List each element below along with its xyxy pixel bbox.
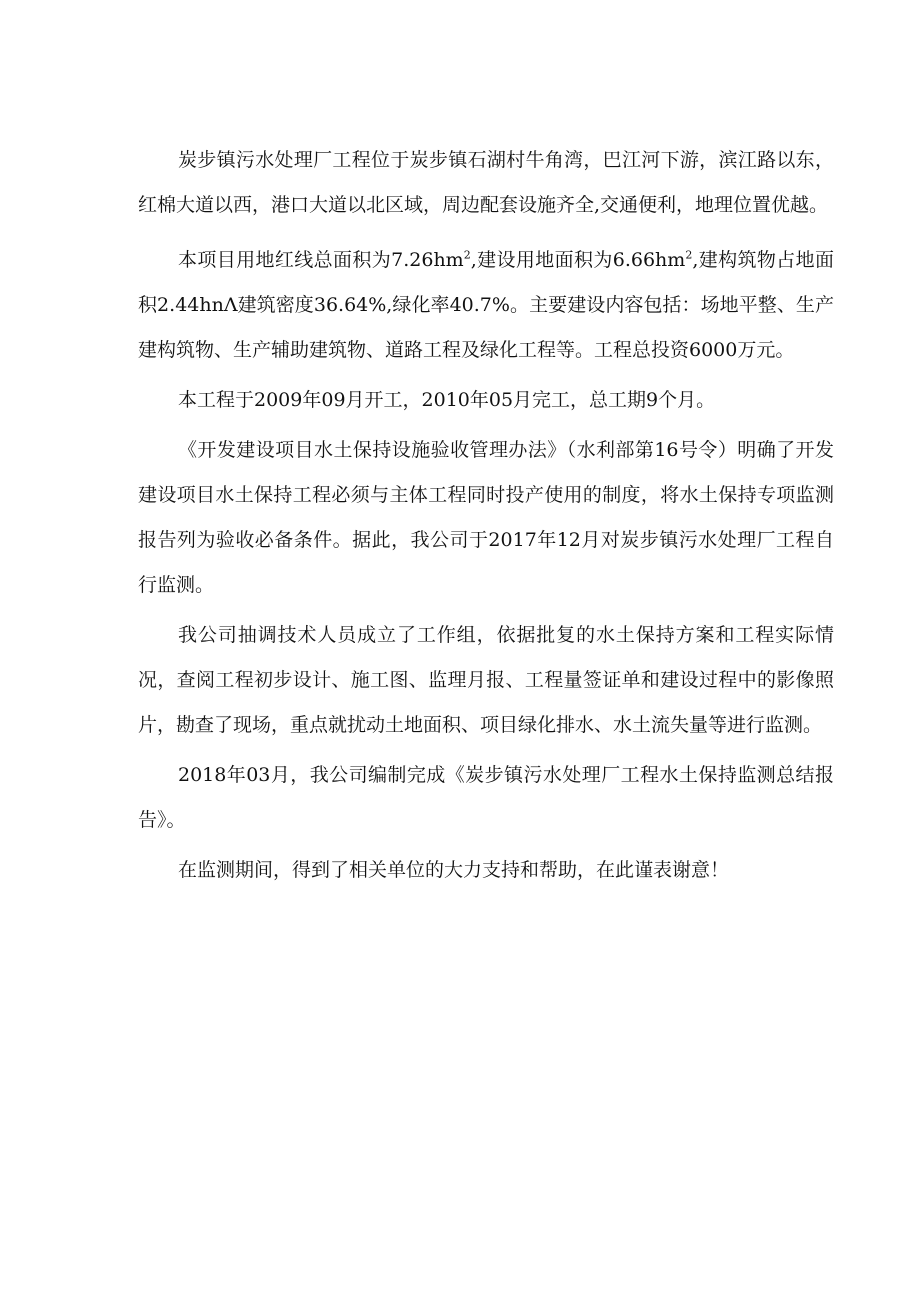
paragraph-report: 2018年03月，我公司编制完成《炭步镇污水处理厂工程水土保持监测总结报告》。	[138, 764, 834, 831]
area-sup-2: 2	[685, 248, 693, 262]
paragraph-regulation: 《开发建设项目水土保持设施验收管理办法》（水利部第16号令）明确了开发建设项目水土保持工程必须与主体工程同时投产使用的制度，将水土保持专项监测报告列为验收必备条件。据此，我公司于2017年12月对炭步镇污水处理厂工程自行监测。	[138, 439, 834, 596]
area-text-3: ,建构筑物占地面积2.44hnΛ建筑密度36.64%,绿化率40.7%。主要建设内容包括：场地平整、生产建构筑物、生产辅助建筑物、道路工程及绿化工程等。工程总投资6000万元。	[138, 249, 834, 361]
document-body	[138, 138, 834, 898]
paragraph-location: 炭步镇污水处理厂工程位于炭步镇石湖村牛角湾，巴江河下游，滨江路以东，红棉大道以西，港口大道以北区域，周边配套设施齐全,交通便利，地理位置优越。	[138, 149, 834, 216]
area-text-2: ,建设用地面积为6.66hm	[470, 249, 686, 271]
area-text-1: 本项目用地红线总面积为7.26hm	[178, 249, 464, 271]
paragraph-thanks: 在监测期间，得到了相关单位的大力支持和帮助，在此谨表谢意！	[178, 859, 730, 881]
paragraph-area	[138, 238, 834, 373]
paragraph-schedule: 本工程于2009年09月开工，2010年05月完工，总工期9个月。	[178, 389, 716, 411]
area-sup-1: 2	[463, 248, 471, 262]
paragraph-workgroup: 我公司抽调技术人员成立了工作组，依据批复的水土保持方案和工程实际情况，查阅工程初步设计、施工图、监理月报、工程量签证单和建设过程中的影像照片，勘查了现场，重点就扰动土地面积、项目绿化排水、水土流失量等进行监测。	[138, 624, 834, 736]
